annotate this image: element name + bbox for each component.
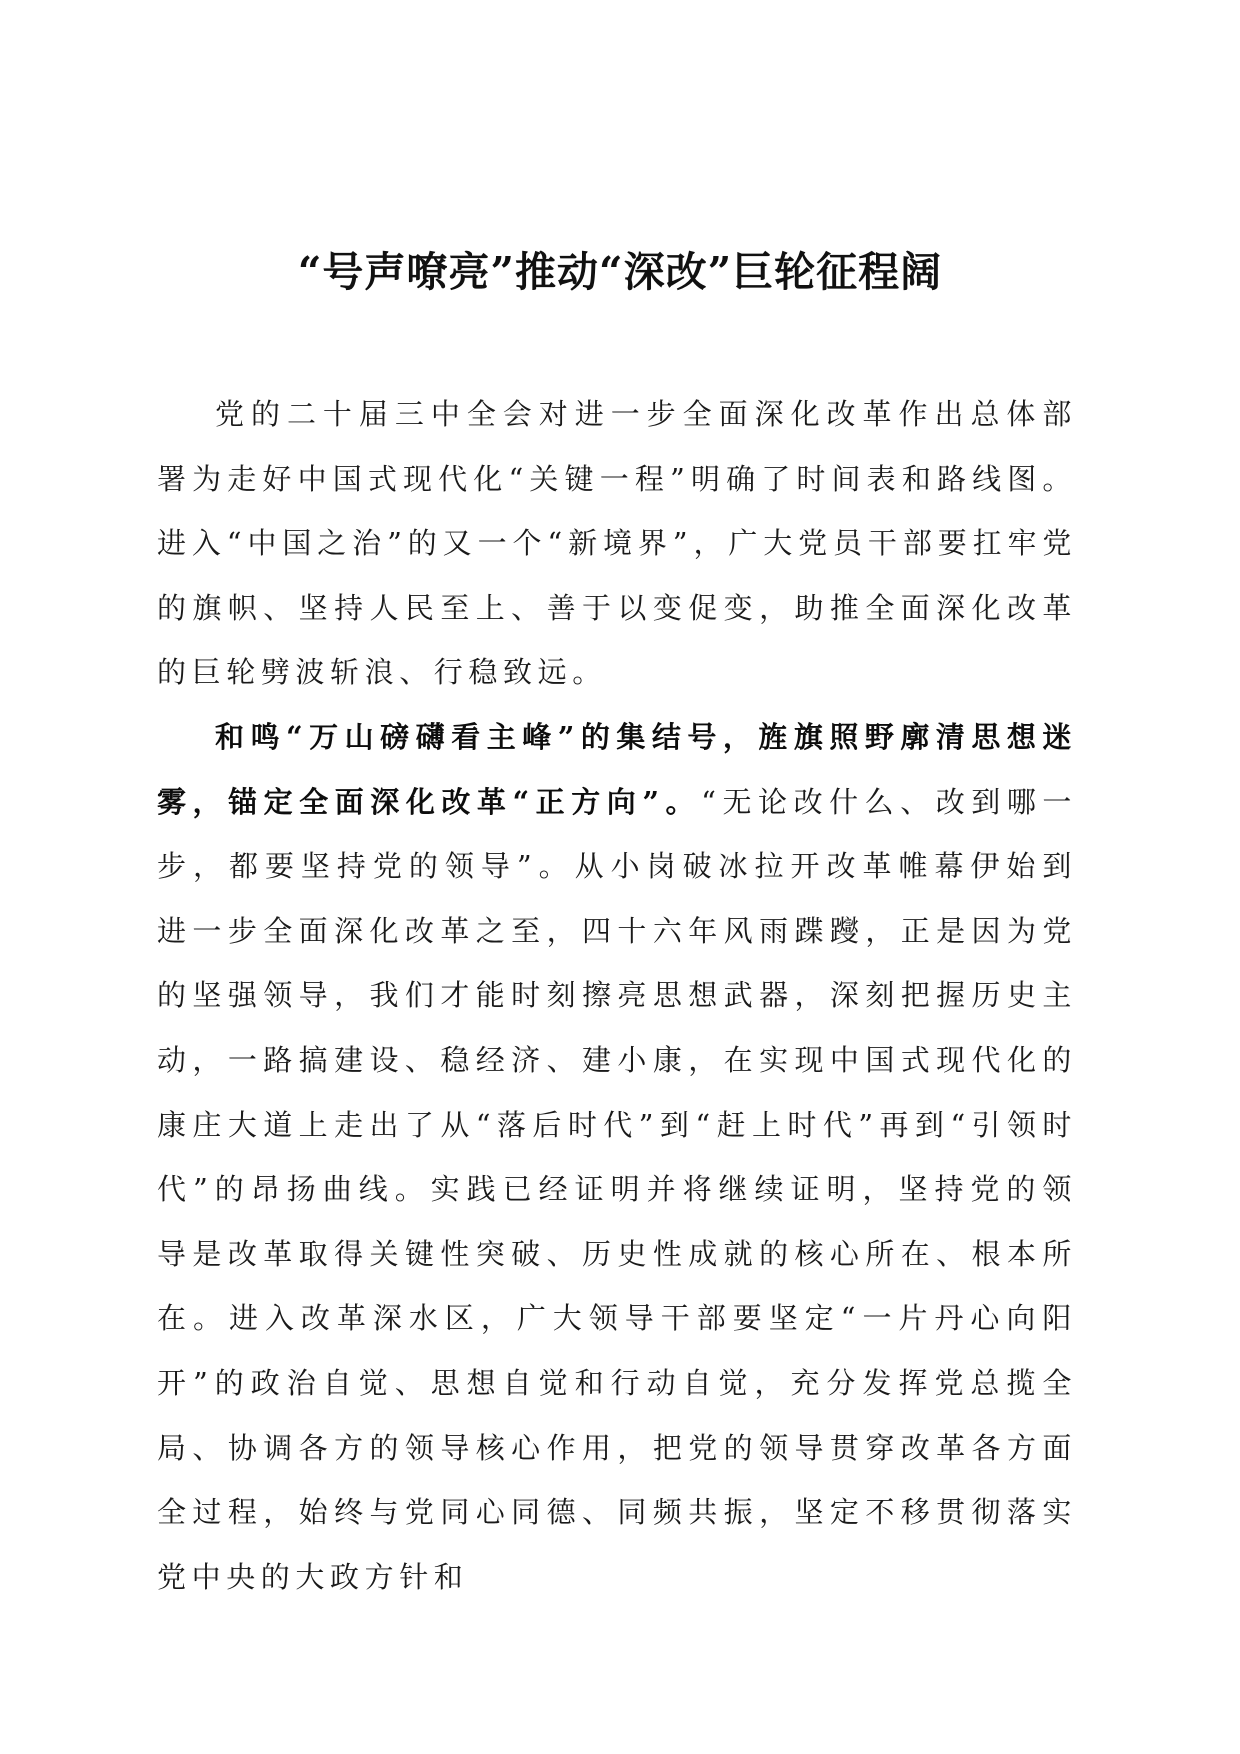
paragraph-1-text: 党的二十届三中全会对进一步全面深化改革作出总体部署为走好中国式现代化“关键一程”明确了时间表和路线图。进入“中国之治”的又一个“新境界”，广大党员干部要扛牢党的旗帜、坚持人民至上、善于以变促变，助推全面深化改革的巨轮劈波斩浪、行稳致远。 — [157, 397, 1077, 690]
paragraph-1 — [157, 382, 1077, 705]
document-title: “号声嘹亮”推动“深改”巨轮征程阔 — [297, 248, 943, 296]
paragraph-2 — [157, 705, 1077, 1609]
document-body — [157, 382, 1077, 1609]
paragraph-2-text: “无论改什么、改到哪一步，都要坚持党的领导”。从小岗破冰拉开改革帷幕伊始到进一步全面深化改革之至，四十六年风雨蹀躞，正是因为党的坚强领导，我们才能时刻擦亮思想武器，深刻把握历史主动，一路搞建设、稳经济、建小康，在实现中国式现代化的康庄大道上走出了从“落后时代”到“赶上时代”再到“引领时代”的昂扬曲线。实践已经证明并将继续证明，坚持党的领导是改革取得关键性突破、历史性成就的核心所在、根本所在。进入改革深水区，广大领导干部要坚定“一片丹心向阳开”的政治自觉、思想自觉和行动自觉，充分发挥党总揽全局、协调各方的领导核心作用，把党的领导贯穿改革各方面全过程，始终与党同心同德、同频共振，坚定不移贯彻落实党中央的大政方针和 — [157, 784, 1077, 1594]
paragraph-2-lead: 和鸣“万山磅礴看主峰”的集结号，旌旗照野廓清思想迷雾，锚定全面深化改革“正方向”。 — [157, 719, 1077, 819]
